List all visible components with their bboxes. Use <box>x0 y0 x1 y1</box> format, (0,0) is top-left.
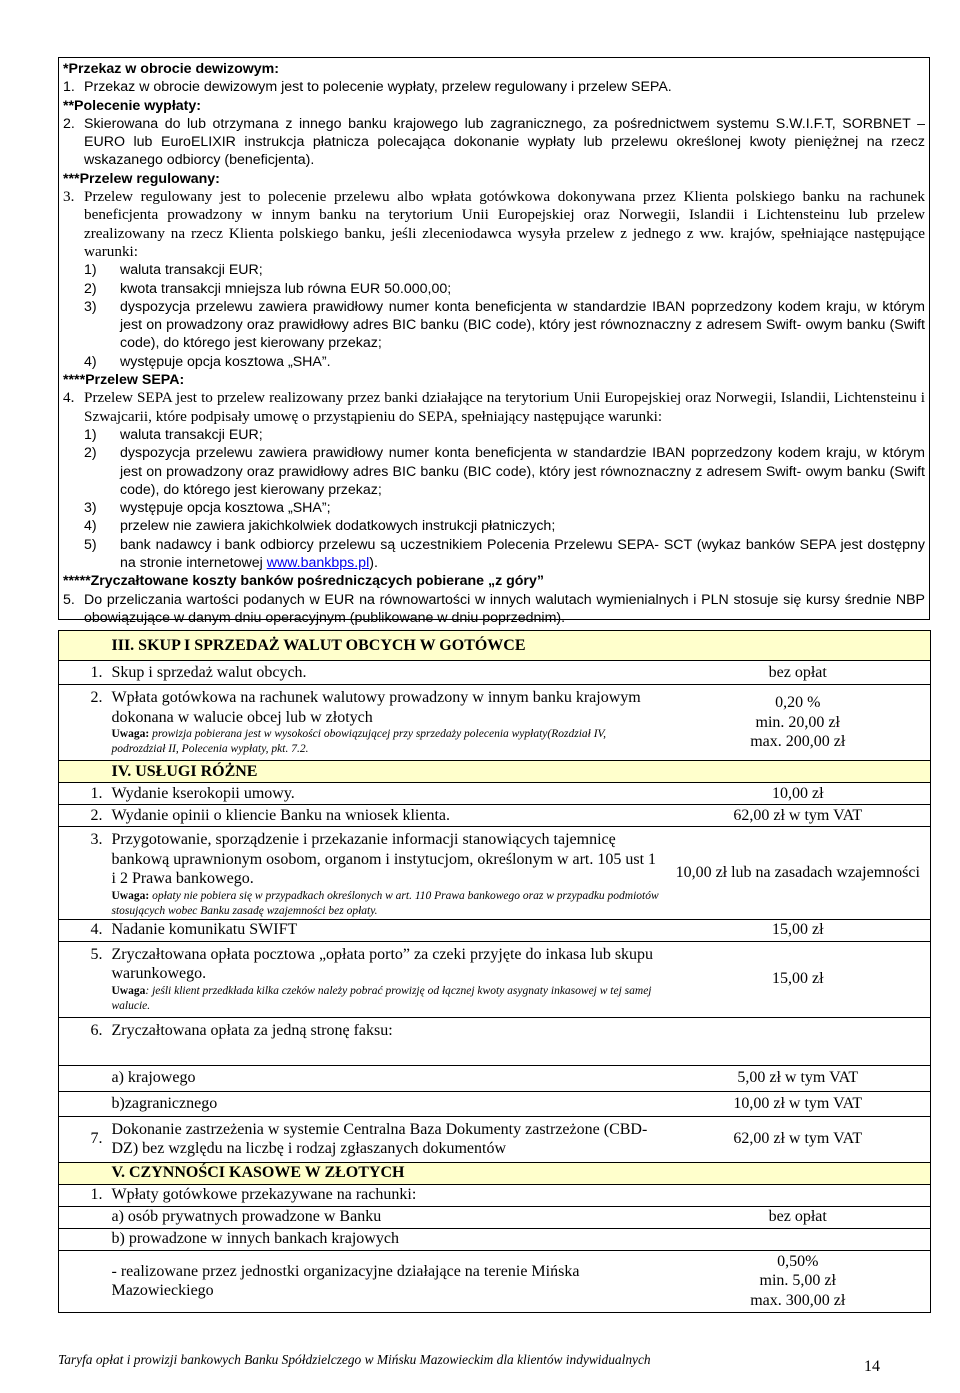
row-note <box>112 889 663 919</box>
page-number: 14 <box>864 1358 880 1375</box>
row-number: 6. <box>59 1017 109 1051</box>
fee-max: max. 300,00 zł <box>750 1291 846 1309</box>
item-number: 3. <box>63 188 75 206</box>
fee-rate: 0,50% <box>777 1252 819 1270</box>
condition-list <box>63 261 925 371</box>
bankbps-link[interactable]: www.bankbps.pl <box>266 555 370 572</box>
row-label: b) prowadzone w innych bankach krajowych <box>109 1228 666 1250</box>
condition-number: 3) <box>84 298 97 315</box>
condition-number: 4) <box>84 353 97 370</box>
table-row <box>59 1250 931 1312</box>
item-text: Skierowana do lub otrzymana z innego banku krajowego lub zagranicznego, za pośrednictwem systemu S.W.I.F.T, SORBNET – EURO lub EuroELIXIR instrukcja płatnicza polecająca dokonanie wypłaty lub przelewu określonej kwoty pieniężnej na rzecz wskazanego odbiorcy (beneficjenta). <box>84 115 925 169</box>
condition-item <box>63 353 925 371</box>
item-number: 2. <box>63 115 75 132</box>
note-text: opłaty nie pobiera się w przypadkach określonych w art. 110 Prawa bankowego oraz w przypadku podmiotów stosujących wobec Banku zasadę wzajemności bez opłaty. <box>111 889 659 917</box>
note-label: Uwaga: <box>111 889 150 902</box>
row-label: Wydanie kserokopii umowy. <box>109 783 666 805</box>
section-header-row <box>59 631 931 661</box>
row-number: 7. <box>59 1116 109 1162</box>
condition-text: przelew nie zawiera jakichkolwiek dodatkowych instrukcji płatniczych; <box>120 518 556 535</box>
item-number: 4. <box>63 389 75 407</box>
condition-item <box>63 499 925 517</box>
row-fee: 5,00 zł w tym VAT <box>666 1065 931 1091</box>
condition-number: 1) <box>84 426 97 443</box>
note-item <box>63 389 925 426</box>
condition-text: występuje opcja kosztowa „SHA”; <box>120 500 331 517</box>
note-label: Uwaga: <box>111 728 150 740</box>
note-text: prowizja pobierana jest w wysokości obowiązującej przy sprzedaży polecenia wypłaty(Rozdział IV, podrozdział II, Polecenia wypłaty, pkt. 7.2. <box>111 728 606 755</box>
note-heading: *Przekaz w obrocie dewizowym: <box>63 61 280 77</box>
table-row <box>59 783 931 805</box>
table-row <box>59 1116 931 1162</box>
condition-number: 2) <box>84 280 97 297</box>
row-number: 3. <box>59 827 109 920</box>
footer-text: Taryfa opłat i prowizji bankowych Banku Spółdzielczego w Mińsku Mazowieckim dla klientów indywidualnych <box>58 1352 651 1367</box>
item-text: Przelew SEPA jest to przelew realizowany przez banki działające na terytorium Unii Europejskiej oraz Norwegii, Islandii, Lichtensteinu i Szwajcarii, które podpisały umowę o przystąpieniu do SEPA, spełniający następujące warunki: <box>84 389 925 425</box>
item-number: 5. <box>63 591 75 608</box>
fee-min: min. 5,00 zł <box>759 1272 836 1290</box>
row-label: Wpłata gotówkowa na rachunek walutowy prowadzony w innym banku krajowym dokonana w walucie obcej lub w złotych <box>111 689 641 726</box>
section-header-row <box>59 1162 931 1184</box>
condition-number: 4) <box>84 518 97 535</box>
row-number: 1. <box>59 783 109 805</box>
condition-item <box>63 426 925 444</box>
section-title: IV. USŁUGI RÓŻNE <box>109 761 666 783</box>
table-row <box>59 1065 931 1091</box>
row-fee <box>666 685 931 761</box>
table-row <box>59 827 931 920</box>
row-fee <box>666 1250 931 1312</box>
row-label: Nadanie komunikatu SWIFT <box>109 919 666 941</box>
table-row <box>59 1017 931 1051</box>
row-label: Zryczałtowana opłata za jedną stronę faksu: <box>109 1017 666 1051</box>
row-fee: bez opłat <box>666 1206 931 1228</box>
condition-text: waluta transakcji EUR; <box>120 426 263 443</box>
row-number: 4. <box>59 919 109 941</box>
table-row <box>59 1184 931 1206</box>
table-row <box>59 805 931 827</box>
fee-min: min. 20,00 zł <box>755 713 840 731</box>
condition-number: 1) <box>84 262 97 279</box>
section-header-row <box>59 761 931 783</box>
condition-text <box>120 536 925 573</box>
row-note <box>112 984 663 1014</box>
row-label: Wpłaty gotówkowe przekazywane na rachunki: <box>109 1184 666 1206</box>
condition-text: dyspozycja przelewu zawiera prawidłowy numer konta beneficjenta w standardzie IBAN poprzedzony kodem kraju, w którym jest on prowadzony oraz prawidłowy adres BIC banku (BIC code), który jest równoznaczny z adresem Swift- owym banku (Swift code), do którego jest kierowany przekaz; <box>120 445 925 498</box>
condition-item <box>63 444 925 499</box>
row-number: 2. <box>59 685 109 761</box>
row-label: Wydanie opinii o kliencie Banku na wniosek klienta. <box>109 805 666 827</box>
condition-text: waluta transakcji EUR; <box>120 262 263 279</box>
condition-item <box>63 261 925 279</box>
row-fee: bez opłat <box>666 661 931 685</box>
row-label: Przygotowanie, sporządzenie i przekazanie informacji stanowiących tajemnicę bankową uprawnionym osobom, organom i instytucjom, określonym w art. 105 ust 1 i 2 Prawa bankowego. <box>111 831 657 887</box>
section-title: III. SKUP I SPRZEDAŻ WALUT OBCYCH W GOTÓWCE <box>109 631 666 661</box>
note-item <box>63 115 925 170</box>
row-label: a) krajowego <box>109 1065 666 1091</box>
row-label: Zryczałtowana opłata pocztowa „opłata porto” za czeki przyjęte do inkasa lub skupu warunkowego. <box>111 945 654 982</box>
note-heading: **Polecenie wypłaty: <box>63 97 201 114</box>
condition-number: 3) <box>84 500 97 517</box>
note-heading: ***Przelew regulowany: <box>63 170 220 187</box>
condition-item <box>63 280 925 298</box>
condition-text: dyspozycja przelewu zawiera prawidłowy numer konta beneficjenta w standardzie IBAN poprzedzony kodem kraju, w którym jest on prowadzony oraz prawidłowy adres BIC banku (BIC code), który jest równoznaczny z adresem Swift- owym banku (Swift code), do którego jest kierowany przekaz; <box>120 298 925 352</box>
note-label: Uwaga <box>111 984 146 997</box>
condition-item <box>63 517 925 535</box>
row-fee: 10,00 zł w tym VAT <box>666 1091 931 1116</box>
row-fee: 10,00 zł <box>666 783 931 805</box>
table-row <box>59 1206 931 1228</box>
fee-tables <box>58 630 930 1313</box>
note-item <box>63 188 925 261</box>
table-row <box>59 685 931 761</box>
table-row <box>59 1091 931 1116</box>
item-text: Przekaz w obrocie dewizowym jest to polecenie wypłaty, przelew regulowany i przelew SEPA. <box>84 79 672 96</box>
row-note <box>112 727 663 757</box>
row-fee: 15,00 zł <box>666 941 931 1017</box>
table-row <box>59 661 931 685</box>
note-heading: *****Zryczałtowane koszty banków pośredniczących pobierane „z góry” <box>63 573 544 590</box>
condition-number: 5) <box>84 536 97 553</box>
table-row <box>59 941 931 1017</box>
condition-text: kwota transakcji mniejsza lub równa EUR 50.000,00; <box>120 280 452 297</box>
row-fee: 15,00 zł <box>666 919 931 941</box>
condition-text: występuje opcja kosztowa „SHA”. <box>120 353 331 370</box>
note-item <box>63 78 925 96</box>
row-label: a) osób prywatnych prowadzone w Banku <box>109 1206 666 1228</box>
table-row <box>59 919 931 941</box>
row-fee: 10,00 zł lub na zasadach wzajemności <box>666 827 931 920</box>
row-fee: 62,00 zł w tym VAT <box>666 1116 931 1162</box>
item-text: Przelew regulowany jest to polecenie przelewu albo wpłata gotówkowa dokonywana przez Klienta polskiego banku na rachunek beneficjenta prowadzony w innym banku na terytorium Unii Europejskiej oraz Norwegii, Islandii i Lichtensteinu lub przelew zrealizowany na rzecz Klienta polskiego banku, jeśli zleceniodawca wysyła przelew z jednego z ww. krajów, spełniające następujące warunki: <box>84 188 925 260</box>
condition-list <box>63 426 925 536</box>
row-label: - realizowane przez jednostki organizacyjne działające na terenie Mińska Mazowieckiego <box>109 1250 666 1312</box>
fee-rate: 0,20 % <box>775 694 821 712</box>
condition-item <box>63 536 925 573</box>
row-label: b)zagranicznego <box>109 1091 666 1116</box>
note-heading: ****Przelew SEPA: <box>63 372 185 389</box>
condition-text-end: ). <box>369 555 378 572</box>
table-row <box>59 1228 931 1250</box>
section-title: V. CZYNNOŚCI KASOWE W ZŁOTYCH <box>109 1162 666 1184</box>
row-number: 2. <box>59 805 109 827</box>
note-text: : jeśli klient przedkłada kilka czeków należy pobrać prowizję od łącznej kwoty asygnaty inkasowej w tej samej walucie. <box>111 984 652 1012</box>
row-number: 5. <box>59 941 109 1017</box>
condition-text-part: bank nadawcy i bank odbiorcy przelewu są uczestnikiem Polecenia Przelewu SEPA- SCT (wykaz banków SEPA jest dostępny na stronie internetowej <box>120 536 925 572</box>
item-text: Do przeliczania wartości podanych w EUR na równowartości w innych walutach wymienialnych i PLN stosuje się kursy średnie NBP obowiązujące w danym dniu operacyjnym (publikowane w dniu poprzednim). <box>84 591 925 626</box>
row-number: 1. <box>59 661 109 685</box>
row-fee: 62,00 zł w tym VAT <box>666 805 931 827</box>
fee-max: max. 200,00 zł <box>750 733 846 751</box>
condition-number: 2) <box>84 445 97 462</box>
condition-item <box>63 298 925 353</box>
row-number: 1. <box>59 1184 109 1206</box>
item-number: 1. <box>63 79 75 96</box>
note-item <box>63 591 925 628</box>
notes-box <box>58 57 930 626</box>
row-label: Skup i sprzedaż walut obcych. <box>109 661 666 685</box>
fee-table <box>58 630 931 1313</box>
row-label: Dokonanie zastrzeżenia w systemie Centralna Baza Dokumenty zastrzeżone (CBD-DZ) bez względu na liczbę i rodzaj zgłaszanych dokumentów <box>109 1116 666 1162</box>
